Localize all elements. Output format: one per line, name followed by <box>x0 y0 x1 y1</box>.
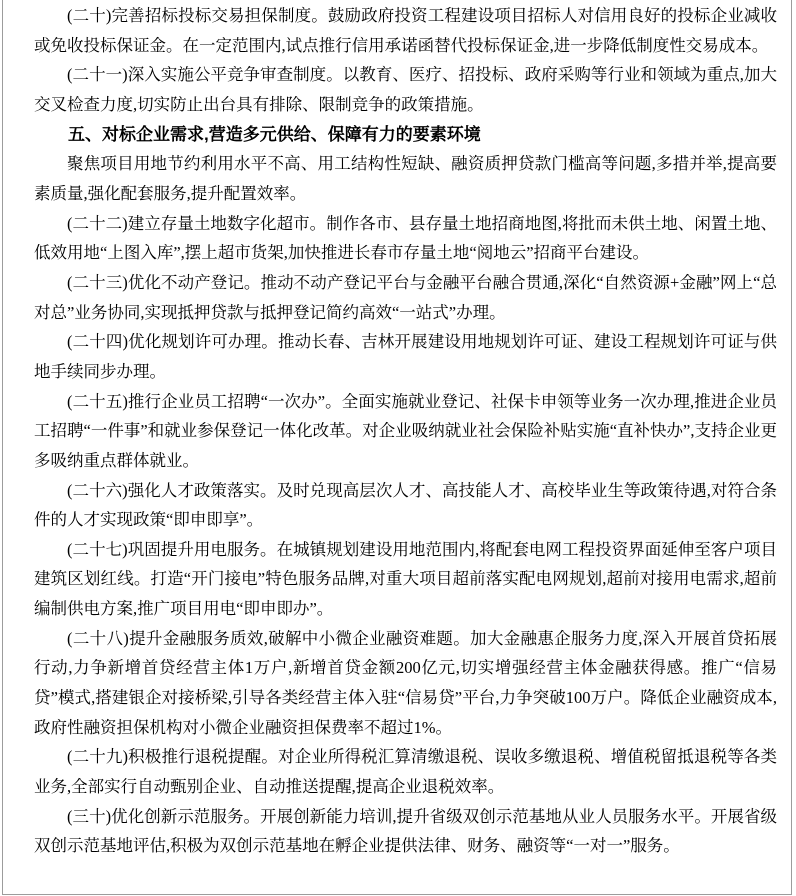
paragraph: 聚焦项目用地节约利用水平不高、用工结构性短缺、融资质押贷款门槛高等问题,多措并举,提高要素质量,强化配套服务,提升配置效率。 <box>34 154 777 203</box>
paragraph: (二十四)优化规划许可办理。推动长春、吉林开展建设用地规划许可证、建设工程规划许可证与供地手续同步办理。 <box>34 332 777 381</box>
document-body <box>34 1 777 861</box>
document-page <box>2 0 792 895</box>
paragraph: (二十)完善招标投标交易担保制度。鼓励政府投资工程建设项目招标人对信用良好的投标企业减收或免收投标保证金。在一定范围内,试点推行信用承诺函替代投标保证金,进一步降低制度性交易成本。 <box>34 6 777 55</box>
paragraph: (二十五)推行企业员工招聘“一次办”。全面实施就业登记、社保卡申领等业务一次办理,推进企业员工招聘“一件事”和就业参保登记一体化改革。对企业吸纳就业社会保险补贴实施“直补快办”,支持企业更多吸纳重点群体就业。 <box>34 391 777 470</box>
paragraph: (二十三)优化不动产登记。推动不动产登记平台与金融平台融合贯通,深化“自然资源+金融”网上“总对总”业务协同,实现抵押贷款与抵押登记简约高效“一站式”办理。 <box>34 272 777 322</box>
paragraph: (二十八)提升金融服务质效,破解中小微企业融资难题。加大金融惠企服务力度,深入开展首贷拓展行动,力争新增首贷经营主体1万户,新增首贷金额200亿元,切实增强经营主体金融获得感。推广“信易贷”模式,搭建银企对接桥梁,引导各类经营主体入驻“信易贷”平台,力争突破100万户。降低企业融资成本,政府性融资担保机构对小微企业融资担保费率不超过1%。 <box>34 628 777 737</box>
section-heading: 五、对标企业需求,营造多元供给、保障有力的要素环境 <box>68 124 481 144</box>
paragraph: (三十)优化创新示范服务。开展创新能力培训,提升省级双创示范基地从业人员服务水平。开展省级双创示范基地评估,积极为双创示范基地在孵企业提供法律、财务、融资等“一对一”服务。 <box>34 806 777 856</box>
paragraph: (二十一)深入实施公平竞争审查制度。以教育、医疗、招投标、政府采购等行业和领域为重点,加大交叉检查力度,切实防止出台具有排除、限制竞争的政策措施。 <box>34 65 777 114</box>
paragraph: (二十六)强化人才政策落实。及时兑现高层次人才、高技能人才、高校毕业生等政策待遇,对符合条件的人才实现政策“即申即享”。 <box>34 480 777 530</box>
paragraph: (二十九)积极推行退税提醒。对企业所得税汇算清缴退税、误收多缴退税、增值税留抵退税等各类业务,全部实行自动甄别企业、自动推送提醒,提高企业退税效率。 <box>34 747 777 797</box>
paragraph: (二十二)建立存量土地数字化超市。制作各市、县存量土地招商地图,将批而未供土地、闲置土地、低效用地“上图入库”,摆上超市货架,加快推进长春市存量土地“阅地云”招商平台建设。 <box>34 213 777 263</box>
paragraph: (二十七)巩固提升用电服务。在城镇规划建设用地范围内,将配套电网工程投资界面延伸至客户项目建筑区划红线。打造“开门接电”特色服务品牌,对重大项目超前落实配电网规划,超前对接用电需求,超前编制供电方案,推广项目用电“即申即办”。 <box>34 539 777 619</box>
